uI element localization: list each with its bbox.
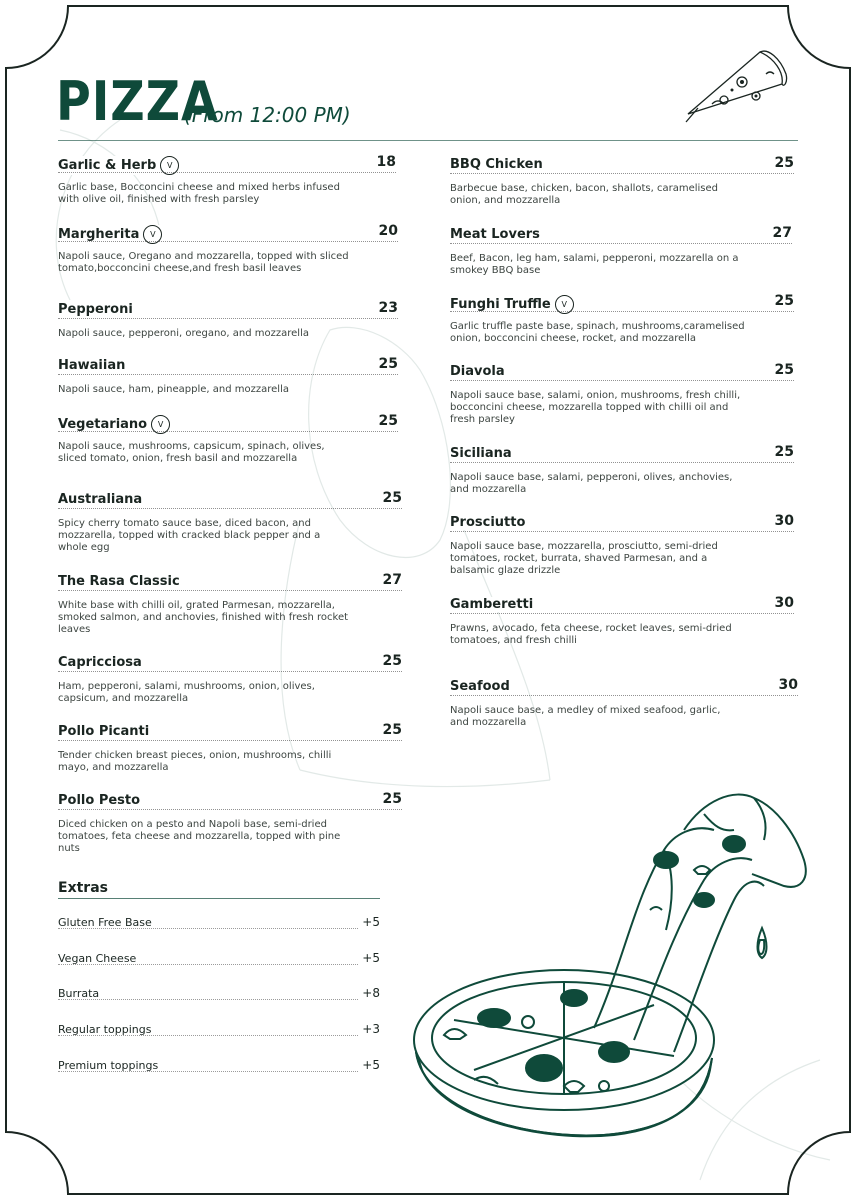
item-price: 27 (379, 572, 402, 588)
extra-item (58, 1059, 380, 1077)
veg-badge-icon: V (160, 156, 179, 175)
item-name: BBQ Chicken (450, 157, 547, 172)
pizza-pull-illustration (404, 790, 824, 1150)
veg-badge-icon: V (143, 225, 162, 244)
item-price: 30 (771, 595, 794, 611)
item-name: Diavola (450, 364, 509, 379)
item-description: Napoli sauce, ham, pineapple, and mozzarella (58, 384, 289, 395)
extras-divider (58, 898, 380, 899)
menu-item-australiana (58, 492, 402, 554)
menu-item-garlic-herb (58, 156, 396, 206)
item-description: White base with chilli oil, grated Parmesan, mozzarella, smoked salmon, and anchovies, finished with fresh rocket leaves (58, 600, 349, 635)
item-price: 27 (769, 225, 792, 241)
item-description: Napoli sauce base, salami, onion, mushrooms, fresh chilli, bocconcini cheese, mozzarella topped with chilli oil and fresh parsley (450, 390, 741, 425)
item-price: 25 (379, 722, 402, 738)
menu-item-vegetariano (58, 415, 398, 465)
item-price: 25 (771, 444, 794, 460)
item-description: Napoli sauce, pepperoni, oregano, and mozzarella (58, 328, 309, 339)
item-price: 30 (775, 677, 798, 693)
item-name: Vegetariano (58, 417, 148, 432)
menu-item-siciliana (450, 446, 794, 496)
item-name: Pollo Picanti (58, 724, 153, 739)
item-description: Napoli sauce base, salami, pepperoni, olives, anchovies, and mozzarella (450, 472, 733, 495)
item-price: 25 (379, 490, 402, 506)
item-name: Siciliana (450, 446, 516, 461)
menu-item-funghi-truffle (450, 295, 794, 345)
extra-item (58, 952, 380, 970)
pizza-slice-icon (682, 44, 790, 126)
item-name: Garlic & Herb (58, 158, 157, 173)
item-description: Tender chicken breast pieces, onion, mushrooms, chilli mayo, and mozzarella (58, 750, 332, 773)
item-name: The Rasa Classic (58, 574, 184, 589)
item-price: 23 (375, 300, 398, 316)
item-name: Capricciosa (58, 655, 146, 670)
menu-item-pollo-picanti (58, 724, 402, 774)
item-description: Ham, pepperoni, salami, mushrooms, onion, olives, capsicum, and mozzarella (58, 681, 315, 704)
item-description: Garlic base, Bocconcini cheese and mixed herbs infused with olive oil, finished with fresh parsley (58, 182, 340, 205)
item-name: Pepperoni (58, 302, 137, 317)
item-price: 30 (771, 513, 794, 529)
menu-item-pepperoni (58, 302, 398, 340)
extra-name: Vegan Cheese (58, 952, 140, 965)
item-description: Napoli sauce, mushrooms, capsicum, spinach, olives, sliced tomato, onion, fresh basil and mozzarella (58, 441, 325, 464)
menu-item-meat-lovers (450, 227, 792, 277)
item-price: 20 (375, 223, 398, 239)
menu-item-diavola (450, 364, 794, 426)
item-description: Spicy cherry tomato sauce base, diced bacon, and mozzarella, topped with cracked black pepper and a whole egg (58, 518, 321, 553)
extra-price: +8 (358, 986, 380, 1000)
menu-item-prosciutto (450, 515, 794, 577)
item-price: 25 (771, 155, 794, 171)
item-description: Garlic truffle paste base, spinach, mushrooms,caramelised onion, bocconcini cheese, rocket, and mozzarella (450, 321, 745, 344)
extra-price: +5 (358, 1058, 380, 1072)
menu-item-seafood (450, 679, 798, 729)
menu-item-capricciosa (58, 655, 402, 705)
item-name: Pollo Pesto (58, 793, 144, 808)
extra-name: Premium toppings (58, 1059, 162, 1072)
extra-item (58, 987, 380, 1005)
menu-item-hawaiian (58, 358, 398, 396)
extra-name: Regular toppings (58, 1023, 155, 1036)
item-name: Gamberetti (450, 597, 537, 612)
extra-name: Burrata (58, 987, 103, 1000)
menu-item-pollo-pesto (58, 793, 402, 855)
menu-item-rasa-classic (58, 574, 402, 636)
item-price: 25 (375, 356, 398, 372)
header-divider (58, 140, 798, 141)
item-name: Hawaiian (58, 358, 129, 373)
item-description: Beef, Bacon, leg ham, salami, pepperoni, mozzarella on a smokey BBQ base (450, 253, 739, 276)
extras-heading: Extras (58, 880, 108, 896)
item-name: Margherita (58, 227, 140, 242)
item-price: 25 (771, 293, 794, 309)
item-price: 18 (373, 154, 396, 170)
item-name: Prosciutto (450, 515, 529, 530)
extra-item (58, 1023, 380, 1041)
item-price: 25 (379, 791, 402, 807)
extra-name: Gluten Free Base (58, 916, 156, 929)
item-price: 25 (771, 362, 794, 378)
item-description: Barbecue base, chicken, bacon, shallots, caramelised onion, and mozzarella (450, 183, 719, 206)
item-name: Seafood (450, 679, 514, 694)
veg-badge-icon: V (151, 415, 170, 434)
item-name: Funghi Truffle (450, 297, 551, 312)
menu-item-gamberetti (450, 597, 794, 647)
extra-price: +5 (358, 915, 380, 929)
extra-item (58, 916, 380, 934)
veg-badge-icon: V (555, 295, 574, 314)
item-price: 25 (379, 653, 402, 669)
page-title: PIZZA (56, 70, 219, 133)
menu-item-margherita (58, 225, 398, 275)
item-price: 25 (375, 413, 398, 429)
item-description: Napoli sauce base, mozzarella, prosciutto, semi-dried tomatoes, rocket, burrata, shaved Parmesan, and a balsamic glaze drizzle (450, 541, 718, 576)
item-name: Meat Lovers (450, 227, 544, 242)
item-name: Australiana (58, 492, 146, 507)
item-description: Diced chicken on a pesto and Napoli base, semi-dried tomatoes, feta cheese and mozzarella, topped with pine nuts (58, 819, 341, 854)
item-description: Napoli sauce base, a medley of mixed seafood, garlic, and mozzarella (450, 705, 721, 728)
extra-price: +3 (358, 1022, 380, 1036)
serving-time: (From 12:00 PM) (184, 103, 351, 127)
extra-price: +5 (358, 951, 380, 965)
menu-item-bbq-chicken (450, 157, 794, 207)
item-description: Prawns, avocado, feta cheese, rocket leaves, semi-dried tomatoes, and fresh chilli (450, 623, 732, 646)
item-description: Napoli sauce, Oregano and mozzarella, topped with sliced tomato,bocconcini cheese,and fresh basil leaves (58, 251, 349, 274)
